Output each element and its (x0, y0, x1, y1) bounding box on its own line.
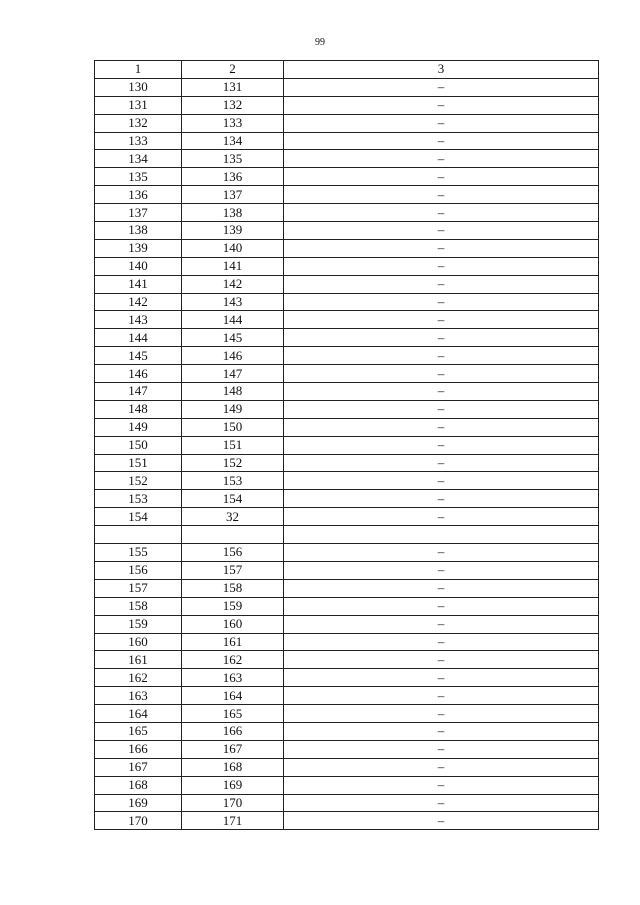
table-row (95, 776, 599, 794)
column-header-1: 1 (95, 61, 182, 79)
table-row (95, 544, 599, 562)
table-cell-col-2: 152 (182, 454, 284, 472)
table-cell-col-2: 146 (182, 347, 284, 365)
table-cell-col-1: 158 (95, 597, 182, 615)
table-cell-col-2: 150 (182, 418, 284, 436)
table-cell-col-3: – (284, 436, 599, 454)
table-row (95, 78, 599, 96)
table-cell-col-2: 165 (182, 705, 284, 723)
table-cell-col-3: – (284, 168, 599, 186)
table-cell-col-2: 168 (182, 758, 284, 776)
table-cell-col-1: 154 (95, 508, 182, 526)
table-cell-col-3: – (284, 651, 599, 669)
table-cell-col-3: – (284, 740, 599, 758)
table-cell-col-2: 159 (182, 597, 284, 615)
table-row (95, 222, 599, 240)
table-row (95, 687, 599, 705)
table-cell-col-1: 143 (95, 311, 182, 329)
table-cell-col-1: 147 (95, 383, 182, 401)
table-row (95, 705, 599, 723)
table-cell-col-2: 139 (182, 222, 284, 240)
table-cell-col-2: 171 (182, 812, 284, 830)
table-cell-col-2: 151 (182, 436, 284, 454)
table-row (95, 293, 599, 311)
table-row (95, 275, 599, 293)
table-row (95, 794, 599, 812)
table-row (95, 722, 599, 740)
table-cell-col-2: 142 (182, 275, 284, 293)
table-row (95, 561, 599, 579)
table-cell-col-2: 169 (182, 776, 284, 794)
table-cell-col-3: – (284, 329, 599, 347)
table-row (95, 400, 599, 418)
table-row (95, 526, 599, 544)
table-cell-col-1: 161 (95, 651, 182, 669)
table-row (95, 669, 599, 687)
table-row (95, 579, 599, 597)
table-row (95, 508, 599, 526)
table-row (95, 758, 599, 776)
table-cell-col-3: – (284, 812, 599, 830)
table-cell-col-3: – (284, 204, 599, 222)
table-row (95, 150, 599, 168)
table-cell-col-2: 167 (182, 740, 284, 758)
table-cell-col-2: 137 (182, 186, 284, 204)
table-row (95, 132, 599, 150)
table-cell-col-3: – (284, 347, 599, 365)
table-cell-col-3: – (284, 78, 599, 96)
table-cell-col-1: 150 (95, 436, 182, 454)
page-number: 99 (315, 37, 325, 48)
table-cell-col-2: 153 (182, 472, 284, 490)
table-cell-col-2: 158 (182, 579, 284, 597)
table-row (95, 257, 599, 275)
table-cell-col-1: 165 (95, 722, 182, 740)
table-cell-col-1: 169 (95, 794, 182, 812)
table-cell-col-3: – (284, 383, 599, 401)
table-cell-col-1: 167 (95, 758, 182, 776)
table-row (95, 186, 599, 204)
table-cell-col-2: 32 (182, 508, 284, 526)
table-cell-col-1: 163 (95, 687, 182, 705)
table-row (95, 168, 599, 186)
table-cell-col-1: 146 (95, 365, 182, 383)
table-cell-col-3: – (284, 275, 599, 293)
table-row (95, 418, 599, 436)
table-cell-col-3: – (284, 669, 599, 687)
table-cell-col-2: 131 (182, 78, 284, 96)
table-cell-col-2: 163 (182, 669, 284, 687)
table-cell-col-1: 162 (95, 669, 182, 687)
table-cell-col-3: – (284, 615, 599, 633)
table-header-row (95, 61, 599, 79)
table-cell-col-1: 157 (95, 579, 182, 597)
table-cell-col-1: 141 (95, 275, 182, 293)
table-row (95, 615, 599, 633)
table-row (95, 740, 599, 758)
data-table (94, 60, 599, 830)
table-cell-col-2: 157 (182, 561, 284, 579)
table-cell-col-2: 138 (182, 204, 284, 222)
table-cell-col-1: 152 (95, 472, 182, 490)
table-cell-col-2: 132 (182, 96, 284, 114)
table-cell-col-2: 133 (182, 114, 284, 132)
table-body (95, 78, 599, 829)
table-cell-col-2: 145 (182, 329, 284, 347)
table-row (95, 311, 599, 329)
table-row (95, 633, 599, 651)
table-cell-col-2: 164 (182, 687, 284, 705)
table-cell-col-3: – (284, 794, 599, 812)
table-cell-col-1: 132 (95, 114, 182, 132)
table-cell-col-3: – (284, 293, 599, 311)
column-header-3: 3 (284, 61, 599, 79)
table-cell-col-2: 160 (182, 615, 284, 633)
table-cell-col-3: – (284, 132, 599, 150)
table-cell-col-3: – (284, 705, 599, 723)
table-cell-col-1: 130 (95, 78, 182, 96)
table-cell-col-3: – (284, 114, 599, 132)
table-row (95, 96, 599, 114)
table-row (95, 347, 599, 365)
table-cell-col-3: – (284, 472, 599, 490)
table-row (95, 114, 599, 132)
table-cell-col-3: – (284, 544, 599, 562)
table-row (95, 472, 599, 490)
table-cell-col-3: – (284, 239, 599, 257)
table-row (95, 365, 599, 383)
table-cell-col-3: – (284, 311, 599, 329)
table-cell-col-1: 168 (95, 776, 182, 794)
table-cell-col-3: – (284, 454, 599, 472)
table-row (95, 436, 599, 454)
table-cell-col-1: 149 (95, 418, 182, 436)
table-row (95, 204, 599, 222)
table-row (95, 329, 599, 347)
table-cell-col-3: – (284, 597, 599, 615)
table-cell-col-3: – (284, 758, 599, 776)
table-cell-col-2: 135 (182, 150, 284, 168)
table-cell-col-3: – (284, 150, 599, 168)
table-cell-col-1: 137 (95, 204, 182, 222)
table-cell-col-2: 143 (182, 293, 284, 311)
table-cell-col-3: – (284, 365, 599, 383)
table-cell-col-3 (284, 526, 599, 544)
table-cell-col-2: 170 (182, 794, 284, 812)
table-cell-col-1: 131 (95, 96, 182, 114)
table-cell-col-3: – (284, 222, 599, 240)
table-cell-col-2: 141 (182, 257, 284, 275)
table-cell-col-2: 166 (182, 722, 284, 740)
table-cell-col-2: 147 (182, 365, 284, 383)
table-cell-col-2: 140 (182, 239, 284, 257)
table-cell-col-3: – (284, 96, 599, 114)
table-cell-col-2: 134 (182, 132, 284, 150)
table-row (95, 239, 599, 257)
table-cell-col-2: 154 (182, 490, 284, 508)
table-row (95, 383, 599, 401)
table-cell-col-1: 153 (95, 490, 182, 508)
table-cell-col-2: 149 (182, 400, 284, 418)
table-row (95, 597, 599, 615)
table-cell-col-3: – (284, 490, 599, 508)
table-cell-col-1: 138 (95, 222, 182, 240)
table-cell-col-3: – (284, 418, 599, 436)
table-cell-col-3: – (284, 257, 599, 275)
table-cell-col-3: – (284, 722, 599, 740)
table-cell-col-2: 156 (182, 544, 284, 562)
table-cell-col-1: 151 (95, 454, 182, 472)
table-cell-col-1: 144 (95, 329, 182, 347)
table-cell-col-1: 160 (95, 633, 182, 651)
table-cell-col-1: 156 (95, 561, 182, 579)
table-cell-col-1: 166 (95, 740, 182, 758)
table-row (95, 812, 599, 830)
table-cell-col-3: – (284, 687, 599, 705)
table-cell-col-1: 136 (95, 186, 182, 204)
table-cell-col-1: 159 (95, 615, 182, 633)
table-cell-col-2: 136 (182, 168, 284, 186)
table-cell-col-3: – (284, 561, 599, 579)
table-row (95, 651, 599, 669)
table-cell-col-2: 162 (182, 651, 284, 669)
table-cell-col-3: – (284, 776, 599, 794)
table-cell-col-2 (182, 526, 284, 544)
table-cell-col-1: 155 (95, 544, 182, 562)
table-cell-col-1: 139 (95, 239, 182, 257)
table-cell-col-3: – (284, 508, 599, 526)
table-cell-col-3: – (284, 579, 599, 597)
table-cell-col-1 (95, 526, 182, 544)
table-cell-col-3: – (284, 186, 599, 204)
table-cell-col-1: 145 (95, 347, 182, 365)
table-cell-col-1: 142 (95, 293, 182, 311)
table-cell-col-2: 148 (182, 383, 284, 401)
table-cell-col-2: 144 (182, 311, 284, 329)
table-cell-col-1: 140 (95, 257, 182, 275)
table-cell-col-1: 148 (95, 400, 182, 418)
table-cell-col-2: 161 (182, 633, 284, 651)
table-cell-col-1: 170 (95, 812, 182, 830)
table-cell-col-3: – (284, 400, 599, 418)
table-row (95, 454, 599, 472)
table-cell-col-3: – (284, 633, 599, 651)
table-cell-col-1: 164 (95, 705, 182, 723)
table-cell-col-1: 134 (95, 150, 182, 168)
table-row (95, 490, 599, 508)
table-cell-col-1: 133 (95, 132, 182, 150)
column-header-2: 2 (182, 61, 284, 79)
table-cell-col-1: 135 (95, 168, 182, 186)
